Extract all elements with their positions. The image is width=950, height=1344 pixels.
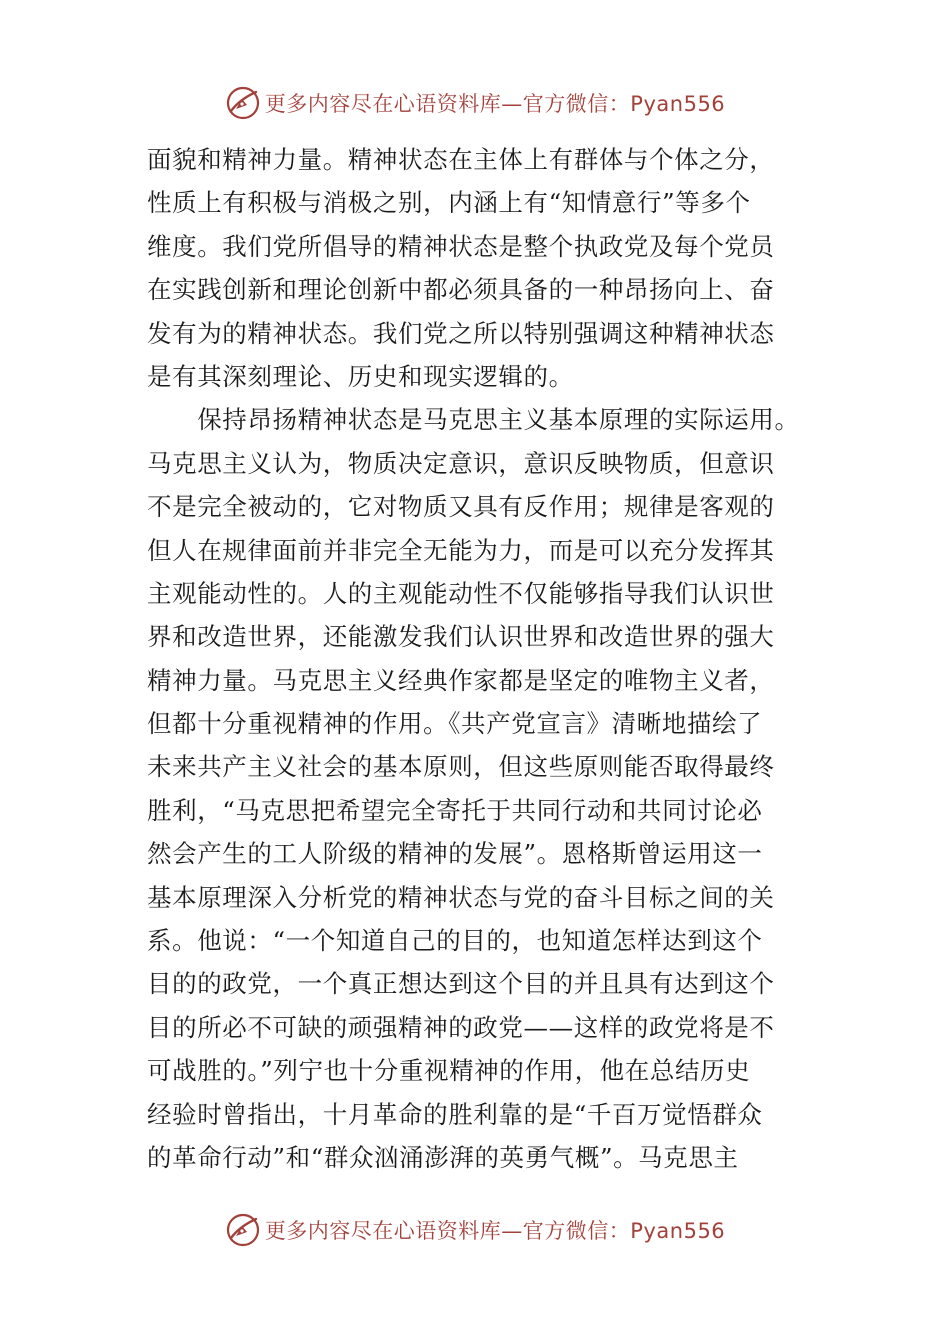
- text-line: 经验时曾指出，十月革命的胜利靠的是“千百万觉悟群众: [147, 1099, 763, 1129]
- text-line: 不是完全被动的，它对物质又具有反作用；规律是客观的: [147, 492, 775, 522]
- pen-nib-icon: [225, 85, 261, 121]
- header-banner: [0, 83, 950, 123]
- text-line: 性质上有积极与消极之别，内涵上有“知情意行”等多个: [147, 188, 751, 218]
- text-line: 可战胜的。”列宁也十分重视精神的作用，他在总结历史: [147, 1056, 751, 1086]
- text-line: 的革命行动”和“群众汹涌澎湃的英勇气概”。马克思主: [147, 1142, 739, 1172]
- text-line: 目的的政党，一个真正想达到这个目的并且具有达到这个: [147, 969, 775, 999]
- text-line: 马克思主义认为，物质决定意识，意识反映物质，但意识: [147, 448, 775, 478]
- text-line: 保持昂扬精神状态是马克思主义基本原理的实际运用。: [147, 405, 800, 435]
- text-line: 目的所必不可缺的顽强精神的政党——这样的政党将是不: [147, 1012, 775, 1042]
- pen-nib-icon: [225, 1212, 261, 1248]
- text-line: 面貌和精神力量。精神状态在主体上有群体与个体之分，: [147, 145, 775, 174]
- text-line: 是有其深刻理论、历史和现实逻辑的。: [147, 361, 574, 391]
- footer-banner-text: 更多内容尽在心语资料库—官方微信：Pyan556: [264, 1219, 726, 1243]
- header-banner-text: 更多内容尽在心语资料库—官方微信：Pyan556: [264, 92, 726, 116]
- document-body: [147, 138, 812, 1179]
- text-line: 界和改造世界，还能激发我们认识世界和改造世界的强大: [147, 622, 775, 652]
- text-line: 在实践创新和理论创新中都必须具备的一种昂扬向上、奋: [147, 275, 775, 305]
- text-line: 但都十分重视精神的作用。《共产党宣言》清晰地描绘了: [147, 709, 763, 739]
- text-line: 基本原理深入分析党的精神状态与党的奋斗目标之间的关: [147, 882, 775, 912]
- text-line: 精神力量。马克思主义经典作家都是坚定的唯物主义者，: [147, 665, 775, 695]
- text-line: 系。他说：“一个知道自己的目的，也知道怎样达到这个: [147, 926, 763, 956]
- text-line: 维度。我们党所倡导的精神状态是整个执政党及每个党员: [147, 231, 775, 261]
- text-line: 未来共产主义社会的基本原则，但这些原则能否取得最终: [147, 752, 775, 782]
- text-line: 胜利，“马克思把希望完全寄托于共同行动和共同讨论必: [147, 795, 763, 825]
- text-line: 但人在规律面前并非完全无能为力，而是可以充分发挥其: [147, 535, 775, 565]
- footer-banner: [0, 1210, 950, 1250]
- text-line: 发有为的精神状态。我们党之所以特别强调这种精神状态: [147, 318, 775, 348]
- text-line: 主观能动性的。人的主观能动性不仅能够指导我们认识世: [147, 578, 775, 608]
- text-line: 然会产生的工人阶级的精神的发展”。恩格斯曾运用这一: [147, 839, 763, 869]
